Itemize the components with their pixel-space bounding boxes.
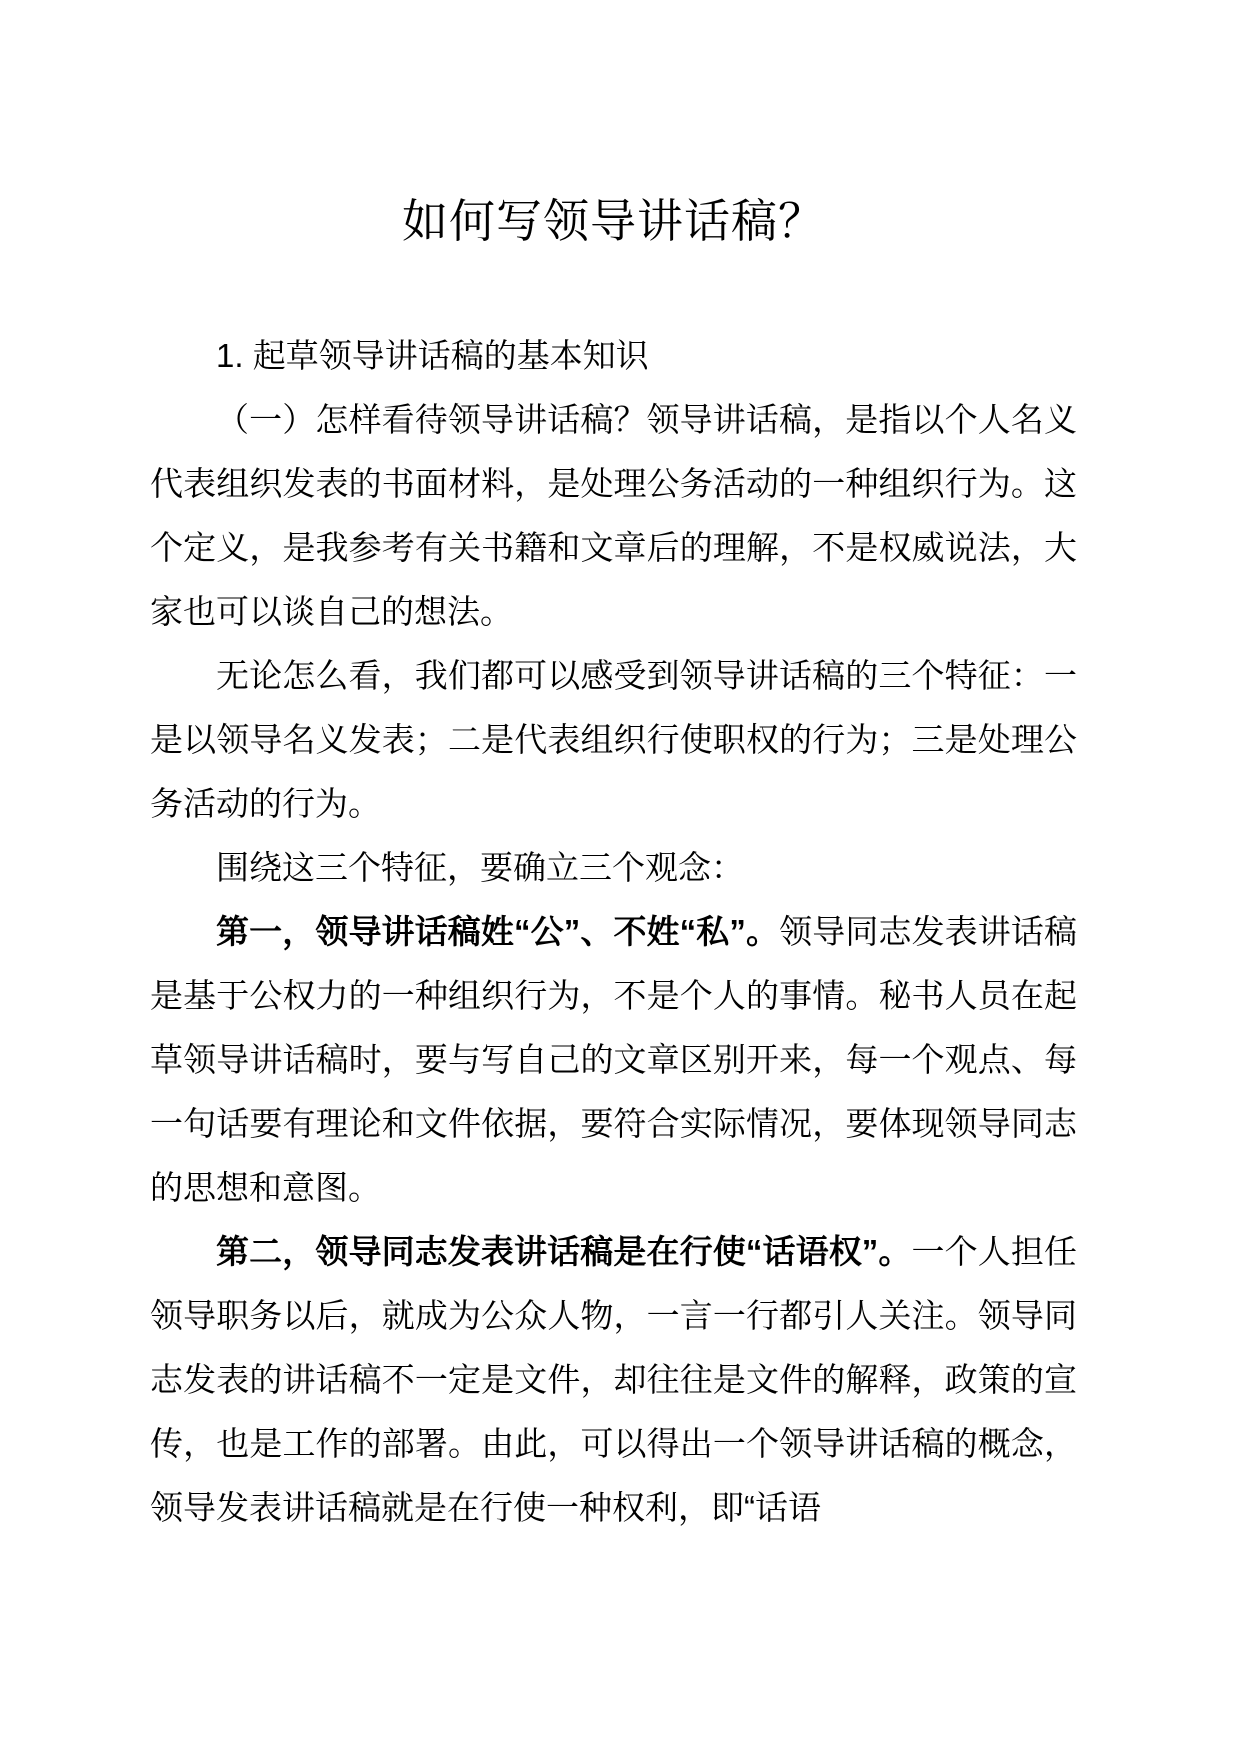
paragraph-first-concept bbox=[150, 900, 1077, 1220]
paragraph-first-concept-bold: 第一，领导讲话稿姓“公”、不姓“私”。 bbox=[216, 913, 780, 950]
paragraph-second-concept-bold: 第二，领导同志发表讲话稿是在行使“话语权”。 bbox=[216, 1233, 912, 1270]
document-title: 如何写领导讲话稿？ bbox=[402, 195, 825, 247]
paragraph-second-concept-text: 一个人担任领导职务以后，就成为公众人物，一言一行都引人关注。领导同志发表的讲话稿不一定是文件，却往往是文件的解释，政策的宣传，也是工作的部署。由此，可以得出一个领导讲话稿的概念，领导发表讲话稿就是在行使一种权利，即“话语 bbox=[150, 1233, 1078, 1526]
paragraph-section-heading bbox=[150, 324, 1077, 388]
paragraph-first-concept-text: 领导同志发表讲话稿是基于公权力的一种组织行为，不是个人的事情。秘书人员在起草领导讲话稿时，要与写自己的文章区别开来，每一个观点、每一句话要有理论和文件依据，要符合实际情况，要体现领导同志的思想和意图。 bbox=[150, 913, 1078, 1206]
paragraph-second-concept bbox=[150, 1220, 1077, 1540]
paragraph-three-concepts-intro-text: 围绕这三个特征，要确立三个观念： bbox=[216, 849, 744, 886]
paragraph-definition bbox=[150, 388, 1077, 644]
paragraph-three-features bbox=[150, 644, 1077, 836]
paragraph-three-concepts-intro bbox=[150, 836, 1077, 900]
paragraph-definition-text: （一）怎样看待领导讲话稿？领导讲话稿，是指以个人名义代表组织发表的书面材料，是处理公务活动的一种组织行为。这个定义，是我参考有关书籍和文章后的理解，不是权威说法，大家也可以谈自己的想法。 bbox=[150, 401, 1077, 630]
document-body bbox=[150, 324, 1077, 1540]
paragraph-section-heading-text: 1. 起草领导讲话稿的基本知识 bbox=[216, 337, 649, 374]
paragraph-three-features-text: 无论怎么看，我们都可以感受到领导讲话稿的三个特征：一是以领导名义发表；二是代表组织行使职权的行为；三是处理公务活动的行为。 bbox=[150, 657, 1077, 822]
